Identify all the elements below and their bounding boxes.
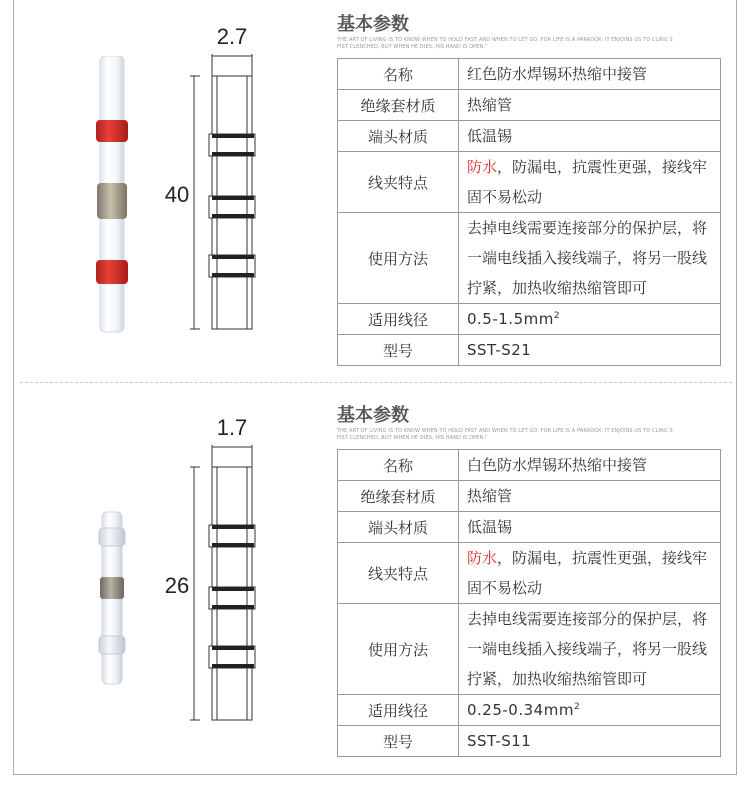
red-connector-photo <box>92 56 132 336</box>
spec-value: 白色防水焊锡环热缩中接管 <box>459 450 721 481</box>
section-subtitle: THE ART OF LIVING IS TO KNOW WHEN TO HOLD FAST AND WHEN TO LET GO. FOR LIFE IS A PARADOX: IT ENJOINS US TO CLING S FIST CLENCHED, BUT WHEN HE DIES, HIS HAND IS OPEN." <box>337 37 673 50</box>
spec-row-wire <box>338 304 721 335</box>
spec-row-features <box>338 543 721 604</box>
spec-label: 名称 <box>338 59 459 90</box>
spec-value <box>459 152 721 213</box>
spec-row-name <box>338 450 721 481</box>
highlight-text: 防水 <box>467 549 498 567</box>
spec-value <box>459 695 721 726</box>
feature-text: ，防漏电，抗震性更强，接线牢固不易松动 <box>467 549 708 597</box>
dimension-diagram <box>160 415 280 735</box>
white-connector-photo <box>95 510 129 690</box>
unit-superscript: 2 <box>553 311 561 321</box>
spec-table <box>337 449 721 757</box>
spec-label: 使用方法 <box>338 213 459 304</box>
spec-label: 名称 <box>338 450 459 481</box>
length-label: 40 <box>164 182 190 207</box>
product-section-red <box>0 0 750 390</box>
spec-row-terminal <box>338 121 721 152</box>
spec-label: 适用线径 <box>338 304 459 335</box>
spec-value: 去掉电线需要连接部分的保护层，将一端电线插入接线端子，将另一股线拧紧，加热收缩热缩管即可 <box>459 604 721 695</box>
spec-row-wire <box>338 695 721 726</box>
spec-row-model <box>338 726 721 757</box>
spec-value: 红色防水焊锡环热缩中接管 <box>459 59 721 90</box>
spec-value: 去掉电线需要连接部分的保护层，将一端电线插入接线端子，将另一股线拧紧，加热收缩热缩管即可 <box>459 213 721 304</box>
spec-label: 使用方法 <box>338 604 459 695</box>
spec-value: 低温锡 <box>459 121 721 152</box>
spec-row-features <box>338 152 721 213</box>
spec-label: 线夹特点 <box>338 543 459 604</box>
section-subtitle: THE ART OF LIVING IS TO KNOW WHEN TO HOLD FAST AND WHEN TO LET GO. FOR LIFE IS A PARADOX: IT ENJOINS US TO CLING S FIST CLENCHED, BUT WHEN HE DIES, HIS HAND IS OPEN." <box>337 428 673 441</box>
tube-drawing <box>160 24 280 344</box>
spec-row-name <box>338 59 721 90</box>
spec-row-usage <box>338 604 721 695</box>
spec-value: 热缩管 <box>459 481 721 512</box>
spec-label: 线夹特点 <box>338 152 459 213</box>
spec-label: 绝缘套材质 <box>338 481 459 512</box>
tube-drawing <box>160 415 280 735</box>
spec-row-sleeve <box>338 481 721 512</box>
spec-value: SST-S11 <box>459 726 721 757</box>
feature-text: ，防漏电，抗震性更强，接线牢固不易松动 <box>467 158 708 206</box>
spec-label: 型号 <box>338 726 459 757</box>
section-title: 基本参数 <box>337 405 409 426</box>
product-section-white <box>0 391 750 781</box>
spec-label: 型号 <box>338 335 459 366</box>
spec-label: 适用线径 <box>338 695 459 726</box>
section-title: 基本参数 <box>337 14 409 35</box>
spec-row-model <box>338 335 721 366</box>
spec-row-sleeve <box>338 90 721 121</box>
wire-range: 0.5-1.5mm <box>467 310 554 328</box>
dimension-diagram <box>160 24 280 344</box>
spec-value: 热缩管 <box>459 90 721 121</box>
spec-value <box>459 304 721 335</box>
length-label: 26 <box>164 573 190 598</box>
spec-row-terminal <box>338 512 721 543</box>
spec-label: 端头材质 <box>338 121 459 152</box>
spec-label: 端头材质 <box>338 512 459 543</box>
spec-value: SST-S21 <box>459 335 721 366</box>
spec-value: 低温锡 <box>459 512 721 543</box>
highlight-text: 防水 <box>467 158 498 176</box>
unit-superscript: 2 <box>573 702 581 712</box>
spec-table <box>337 58 721 366</box>
spec-value <box>459 543 721 604</box>
wire-range: 0.25-0.34mm <box>467 701 574 719</box>
spec-label: 绝缘套材质 <box>338 90 459 121</box>
diameter-label: 2.7 <box>216 24 248 49</box>
diameter-label: 1.7 <box>216 415 248 440</box>
spec-row-usage <box>338 213 721 304</box>
